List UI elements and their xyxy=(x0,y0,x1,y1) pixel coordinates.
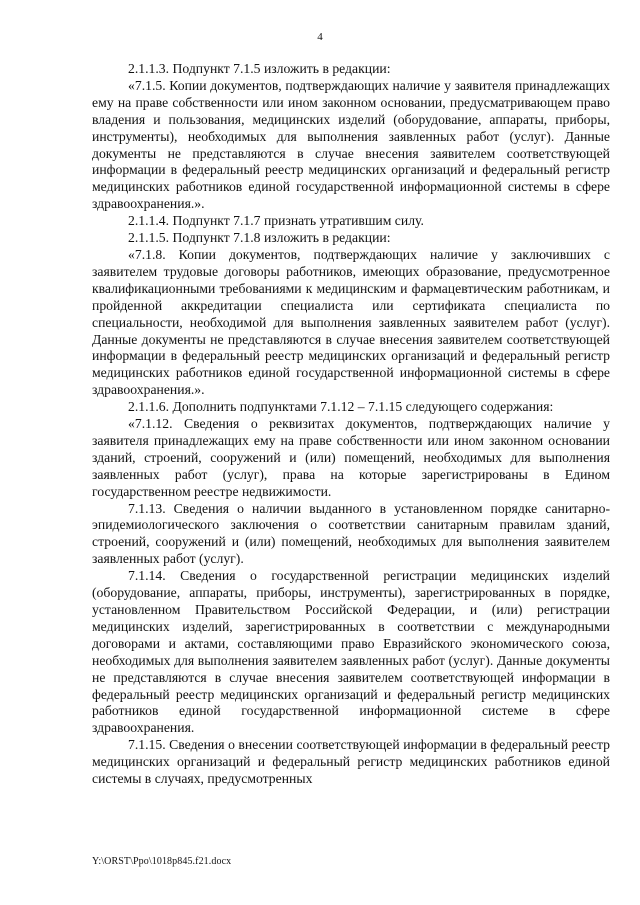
paragraph-7-1-14: 7.1.14. Сведения о государственной регистрации медицинских изделий (оборудование, аппараты, приборы, инструменты), зарегистрированных в порядке, установленном Правительством Российской Федерации, и (или) регистрации медицинских изделий, зарегистрированных в соответствии с международными договорами и актами, составляющими право Евразийского экономического союза, необходимых для выполнения заявителем заявленных работ (услуг). Данные документы не представляются в случае внесения заявителем соответствующей информации в федеральный реестр медицинских организаций и федеральный регистр медицинских работников единой государственной информационной системе в сфере здравоохранения. xyxy=(92,568,610,736)
paragraph-2-1-1-4: 2.1.1.4. Подпункт 7.1.7 признать утратившим силу. xyxy=(128,213,424,229)
paragraph-7-1-12: «7.1.12. Сведения о реквизитах документов, подтверждающих наличие у заявителя принадлежащих ему на праве собственности или ином законном основании зданий, строений, сооружений и (или) помещений, необходимых для выполнения заявленных работ (услуг), права на которые зарегистрированы в Едином государственном реестре недвижимости. xyxy=(92,416,610,499)
document-body xyxy=(92,61,610,788)
paragraph-2-1-1-6: 2.1.1.6. Дополнить подпунктами 7.1.12 – 7.1.15 следующего содержания: xyxy=(128,399,554,415)
footer-file-path: Y:\ORST\Ppo\1018p845.f21.docx xyxy=(92,856,232,867)
paragraph-7-1-8: «7.1.8. Копии документов, подтверждающих наличие у заключивших с заявителем трудовые договоры работников, имеющих образование, предусмотренное квалификационными требованиями к медицинским и фармацевтическим работникам, и пройденной аккредитации специалиста или сертификата специалиста по специальности, необходимой для выполнения заявленных заявителем работ (услуг). Данные документы не представляются в случае внесения заявителем соответствующей информации в федеральный реестр медицинских организаций и федеральный регистр медицинских работников единой государственной информационной системы в сфере здравоохранения.». xyxy=(92,246,610,398)
page-number: 4 xyxy=(317,31,323,43)
paragraph-2-1-1-5: 2.1.1.5. Подпункт 7.1.8 изложить в редакции: xyxy=(128,230,391,246)
paragraph-7-1-15: 7.1.15. Сведения о внесении соответствующей информации в федеральный реестр медицинских организаций и федеральный регистр медицинских работников единой системы в случаях, предусмотренных xyxy=(92,737,610,787)
paragraph-2-1-1-3: 2.1.1.3. Подпункт 7.1.5 изложить в редакции: xyxy=(128,61,391,76)
paragraph-7-1-5: «7.1.5. Копии документов, подтверждающих наличие у заявителя принадлежащих ему на праве собственности или ином законном основании, предусматривающем право владения и пользования, медицинских изделий (оборудование, аппараты, приборы, инструменты), необходимых для выполнения заявленных работ (услуг). Данные документы не представляются в случае внесения заявителем соответствующей информации в федеральный реестр медицинских организаций и федеральный регистр медицинских работников единой государственной информационной системы в сфере здравоохранения.». xyxy=(92,77,610,212)
paragraph-7-1-13: 7.1.13. Сведения о наличии выданного в установленном порядке санитарно-эпидемиологического заключения о соответствии санитарным правилам зданий, строений, сооружений и (или) помещений, необходимых для выполнения заявителем заявленных работ (услуг). xyxy=(92,500,610,567)
